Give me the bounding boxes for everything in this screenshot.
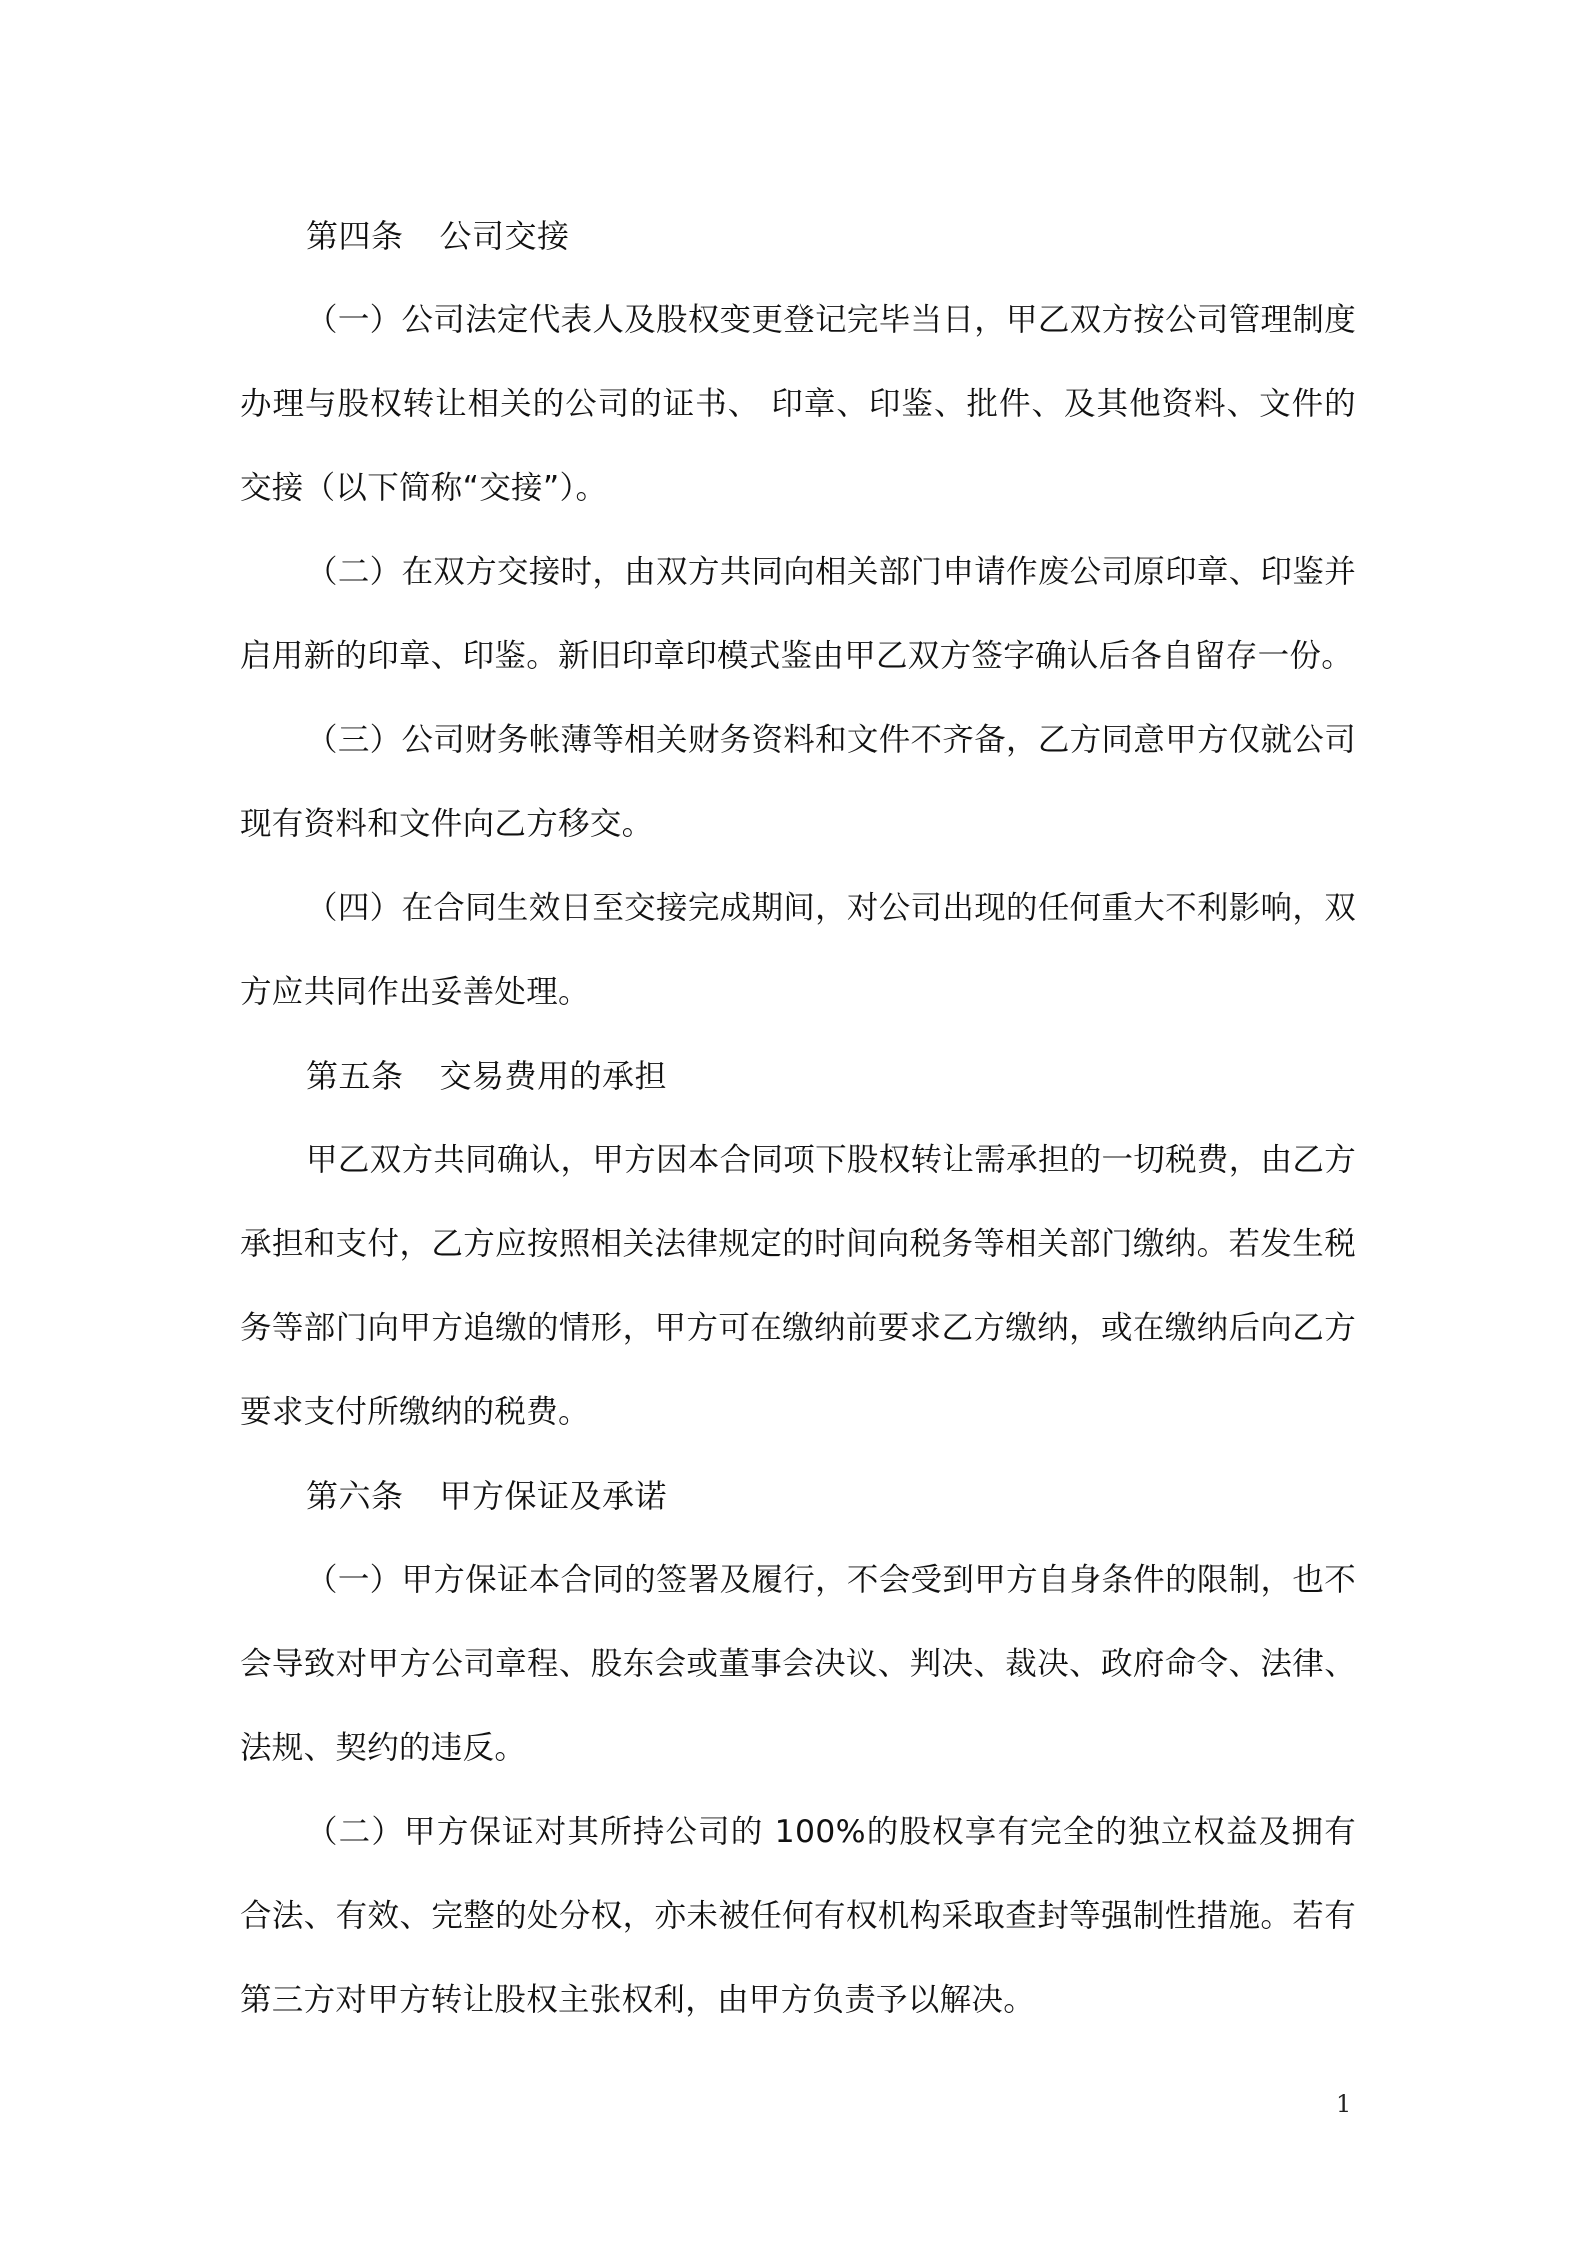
- article-4-heading: [240, 194, 1356, 278]
- page-number: 1: [1336, 2090, 1352, 2118]
- paragraph: （一）甲方保证本合同的签署及履行，不会受到甲方自身条件的限制，也不会导致对甲方公司章程、股东会或董事会决议、判决、裁决、政府命令、法律、法规、契约的违反。: [240, 1562, 1356, 1766]
- article-5-heading: [240, 1034, 1356, 1118]
- paragraph: （二）甲方保证对其所持公司的 100%的股权享有完全的独立权益及拥有合法、有效、完整的处分权，亦未被任何有权机构采取查封等强制性措施。若有第三方对甲方转让股权主张权利，由甲方负责予以解决。: [240, 1814, 1356, 2018]
- article-number: 第四条: [306, 217, 404, 255]
- article-number: 第六条: [306, 1477, 404, 1515]
- article-6-heading: [240, 1454, 1356, 1538]
- article-title: 交易费用的承担: [439, 1057, 668, 1095]
- paragraph: （三）公司财务帐薄等相关财务资料和文件不齐备，乙方同意甲方仅就公司现有资料和文件向乙方移交。: [240, 722, 1356, 842]
- article-number: 第五条: [306, 1057, 404, 1095]
- article-title: 甲方保证及承诺: [439, 1477, 668, 1515]
- paragraph: 甲乙双方共同确认，甲方因本合同项下股权转让需承担的一切税费，由乙方承担和支付，乙方应按照相关法律规定的时间向税务等相关部门缴纳。若发生税务等部门向甲方追缴的情形，甲方可在缴纳前要求乙方缴纳，或在缴纳后向乙方要求支付所缴纳的税费。: [240, 1142, 1356, 1430]
- paragraph: （二）在双方交接时，由双方共同向相关部门申请作废公司原印章、印鉴并启用新的印章、印鉴。新旧印章印模式鉴由甲乙双方签字确认后各自留存一份。: [240, 554, 1356, 674]
- document-body: [240, 194, 1356, 2042]
- paragraph: （四）在合同生效日至交接完成期间，对公司出现的任何重大不利影响，双方应共同作出妥善处理。: [240, 890, 1356, 1010]
- article-title: 公司交接: [439, 217, 570, 255]
- paragraph: （一）公司法定代表人及股权变更登记完毕当日，甲乙双方按公司管理制度办理与股权转让相关的公司的证书、 印章、印鉴、批件、及其他资料、文件的交接（以下简称“交接”）。: [240, 302, 1356, 506]
